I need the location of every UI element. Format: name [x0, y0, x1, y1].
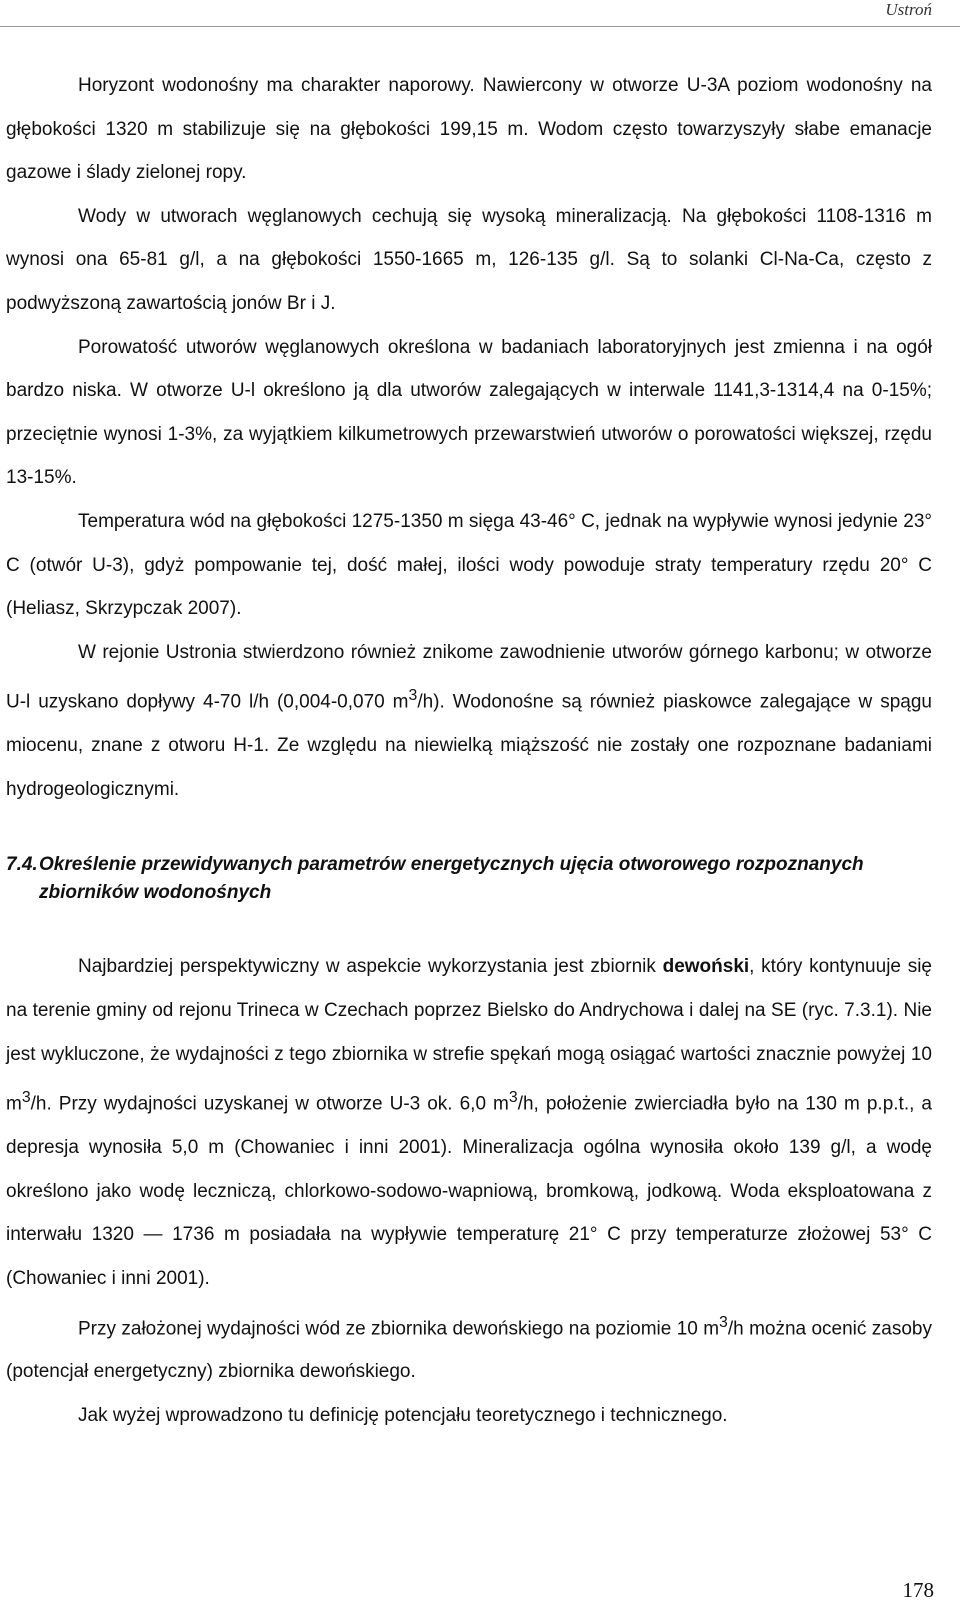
superscript: 3	[21, 1089, 31, 1107]
bold-term: dewoński	[662, 956, 750, 978]
section-heading	[6, 851, 932, 907]
section-title-line1: Określenie przewidywanych parametrów energetycznych ujęcia otworowego rozpoznanych	[39, 854, 864, 876]
text-run: , który kontynuuje się na terenie gminy od rejonu Trineca w Czechach poprzez Bielsko do Andrychowa i dalej na SE (ryc. 7.3.1). Nie jest wykluczone, że wydajności z tego zbiornika w strefie spękań mogą osiągać wartości znacznie powyżej 10 m	[6, 956, 932, 1115]
text-run: /h. Przy wydajności uzyskanej w otworze U-3 ok. 6,0 m	[30, 1093, 509, 1115]
text-run: /h można ocenić zasoby (potencjał energetyczny) zbiornika dewońskiego.	[6, 1317, 932, 1383]
superscript: 3	[408, 687, 418, 705]
running-header: Ustroń	[885, 0, 932, 19]
text-run: /h, położenie zwierciadła było na 130 m p.p.t., a depresja wynosiła 5,0 m (Chowaniec i inni 2001). Mineralizacja ogólna wynosiła około 139 g/l, a wodę określono jako wodę leczniczą, chlorkowo-sodowo-wapniową, bromkową, jodkową. Woda eksploatowana z interwału 1320 — 1736 m posiadała na wypływie temperaturę 21° C przy temperaturze złożowej 53° C (Chowaniec i inni 2001).	[6, 1093, 932, 1289]
text-run: Najbardziej perspektywiczny w aspekcie wykorzystania jest zbiornik	[78, 956, 663, 978]
text-run: W rejonie Ustronia stwierdzono również znikome zawodnienie utworów górnego karbonu; w otworze U-l uzyskano dopływy 4-70 l/h (0,004-0,070 m	[6, 641, 932, 713]
paragraph-carboniferous	[6, 631, 932, 812]
paragraph-devonian	[6, 945, 932, 1300]
header-rule	[0, 26, 960, 27]
superscript: 3	[508, 1089, 518, 1107]
text-run: Przy założonej wydajności wód ze zbiornika dewońskiego na poziomie 10 m	[78, 1317, 720, 1339]
superscript: 3	[719, 1313, 728, 1331]
page-number: 178	[902, 1578, 934, 1602]
paragraph-aquifer: Horyzont wodonośny ma charakter naporowy. Nawiercony w otworze U-3A poziom wodonośny na głębokości 1320 m stabilizuje się na głębokości 199,15 m. Wodom często towarzyszyły słabe emanacje gazowe i ślady zielonej ropy.	[6, 75, 932, 184]
section-heading-line1	[6, 851, 932, 879]
section-number: 7.4.	[6, 854, 38, 876]
paragraph-temperature: Temperatura wód na głębokości 1275-1350 m sięga 43-46° C, jednak na wypływie wynosi jedynie 23° C (otwór U-3), gdyż pompowanie tej, dość małej, ilości wody powoduje straty temperatury rzędu 20° C (Heliasz, Skrzypczak 2007).	[6, 510, 932, 620]
paragraph-mineralization: Wody w utworach węglanowych cechują się wysoką mineralizacją. Na głębokości 1108-1316 m wynosi ona 65-81 g/l, a na głębokości 1550-1665 m, 126-135 g/l. Są to solanki Cl-Na-Ca, często z podwyższoną zawartością jonów Br i J.	[6, 205, 932, 314]
text-run: /h). Wodonośne są również piaskowce zalegające w spągu miocenu, znane z otworu H-1. Ze względu na niewielką miąższość nie zostały one rozpoznane badaniami hydrogeologicznymi.	[6, 691, 932, 800]
paragraph-definition: Jak wyżej wprowadzono tu definicję potencjału teoretycznego i technicznego.	[78, 1405, 728, 1427]
paragraph-resources	[6, 1301, 932, 1395]
paragraph-porosity: Porowatość utworów węglanowych określona w badaniach laboratoryjnych jest zmienna i na ogół bardzo niska. W otworze U-l określono ją dla utworów zalegających w interwale 1141,3-1314,4 na 0-15%; przeciętnie wynosi 1-3%, za wyjątkiem kilkumetrowych przewarstwień utworów o porowatości większej, rzędu 13-15%.	[6, 336, 932, 489]
section-title-line2: zbiorników wodonośnych	[39, 882, 272, 904]
document-body	[6, 64, 932, 1438]
